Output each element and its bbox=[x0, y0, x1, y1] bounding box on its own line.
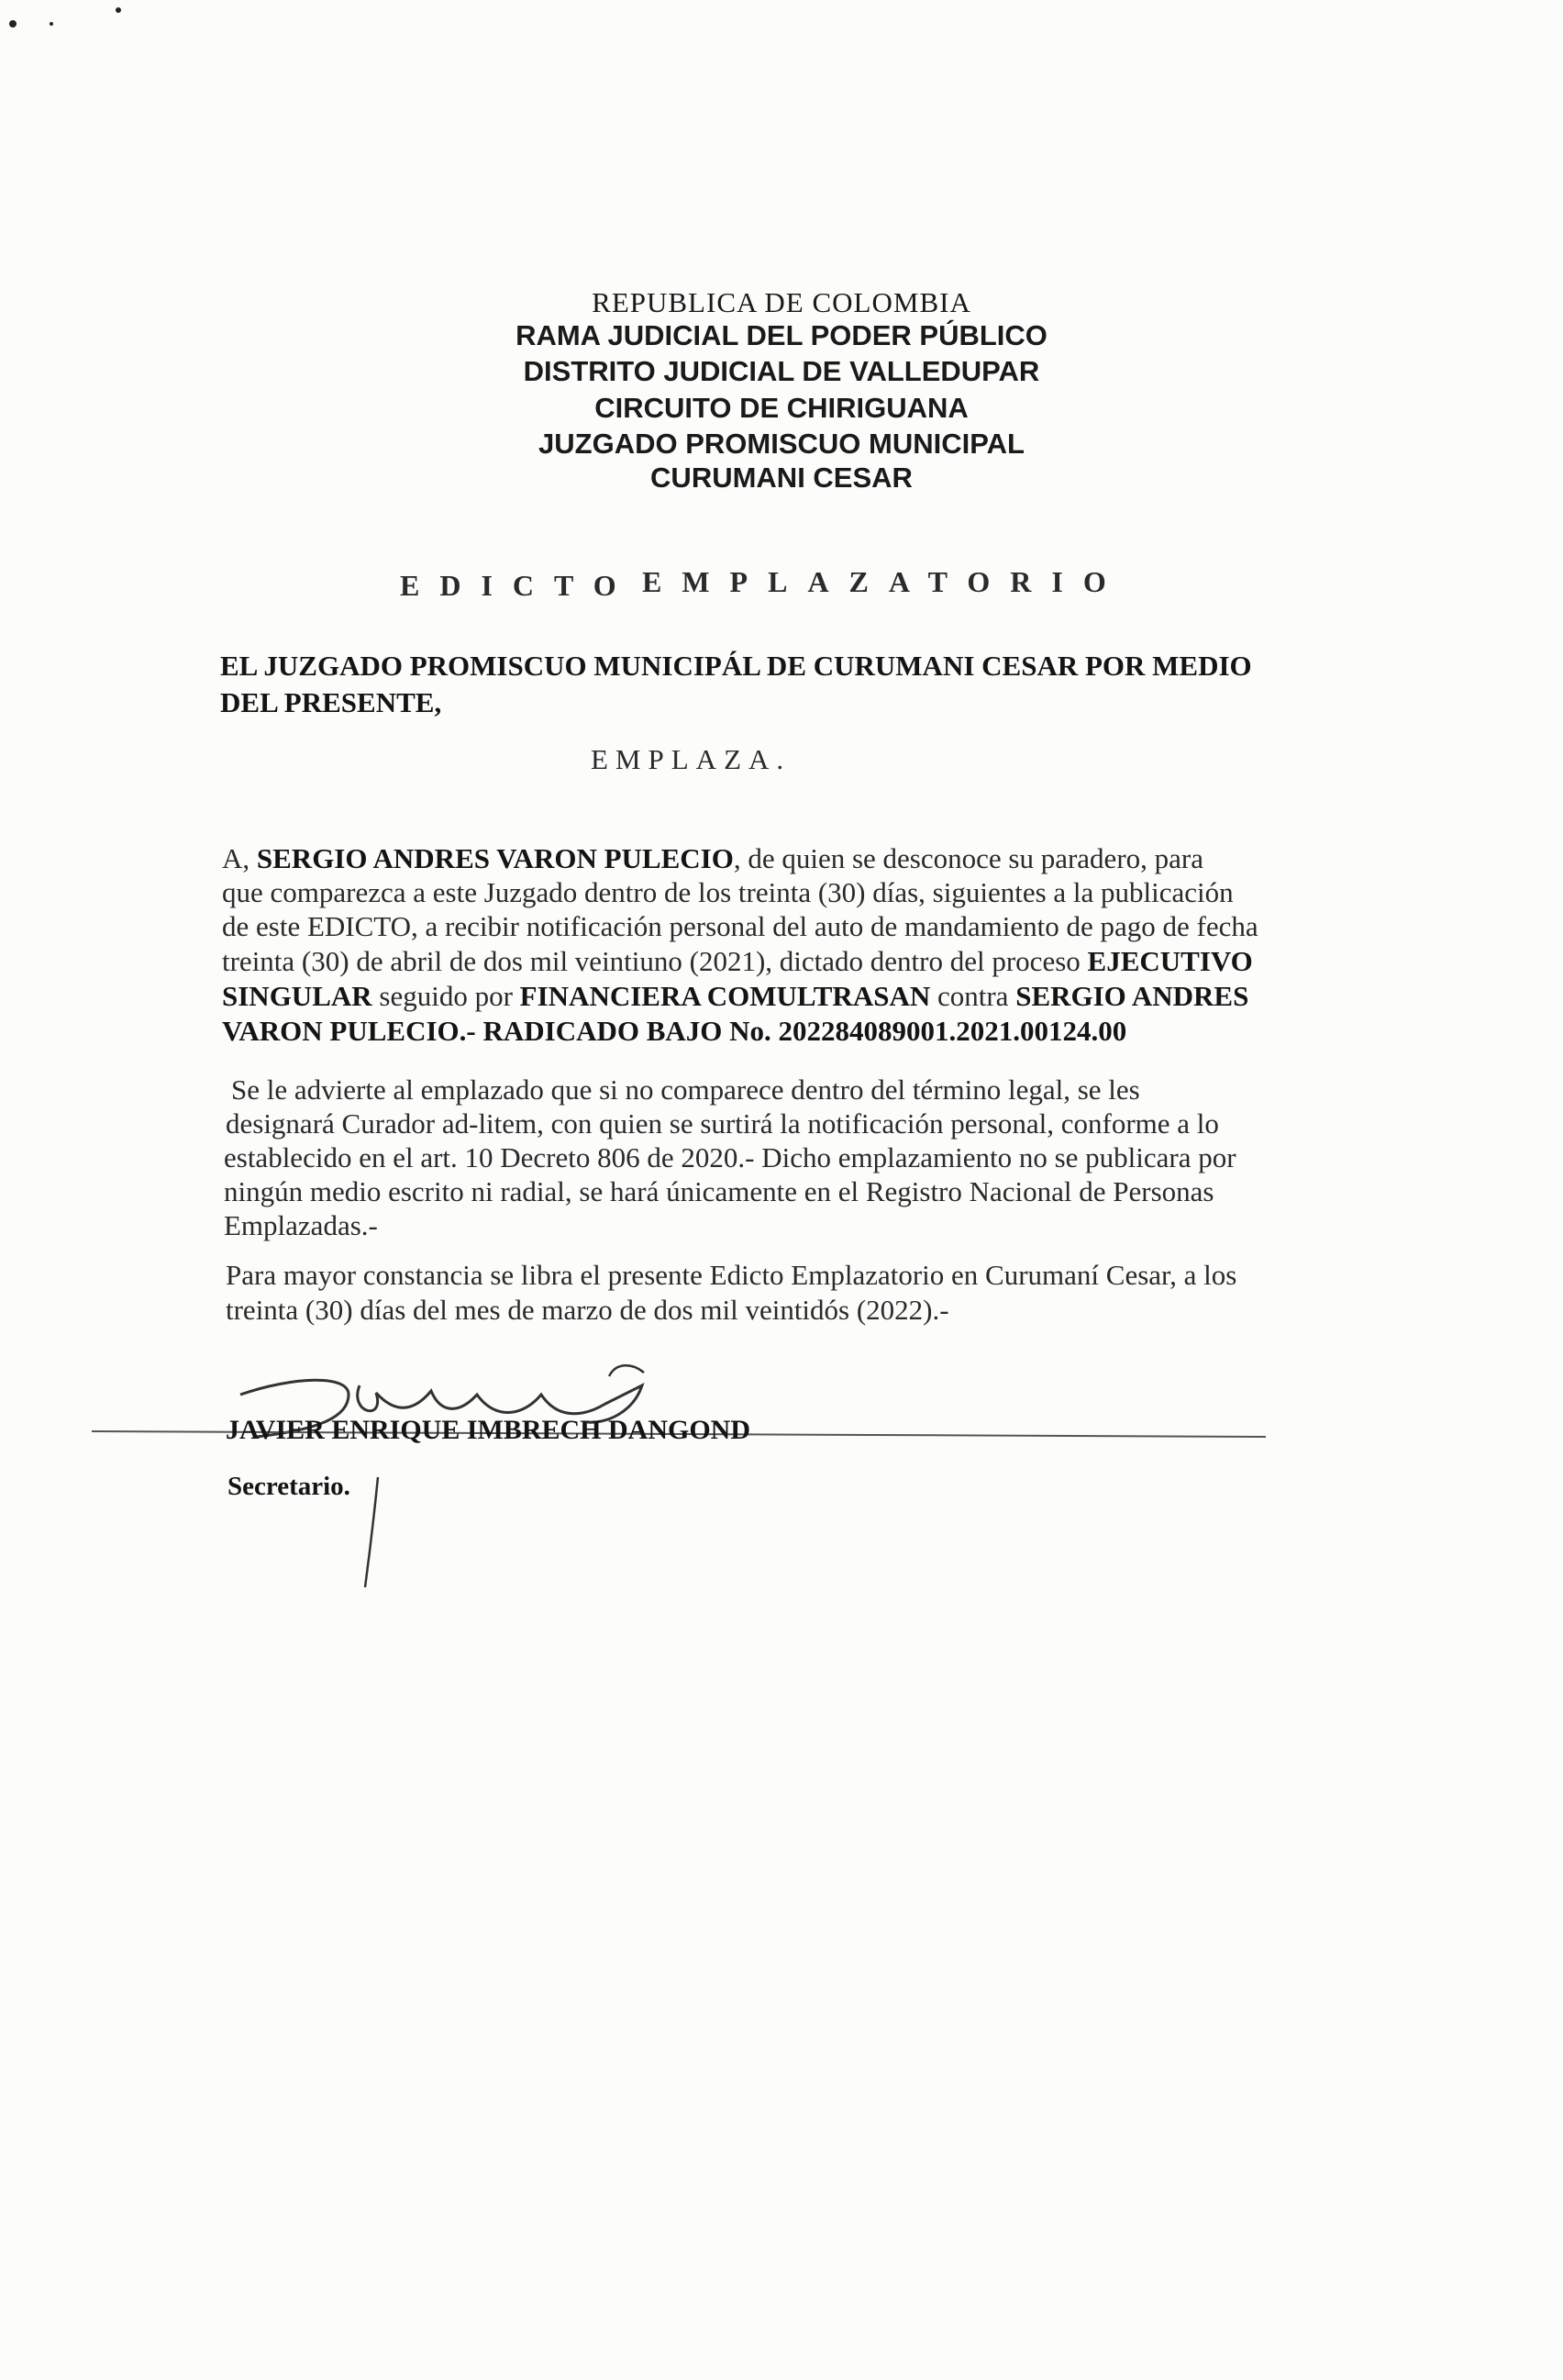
signatory-name: JAVIER ENRIQUE IMBRECH DANGOND bbox=[226, 1415, 751, 1445]
header-distrito: DISTRITO JUDICIAL DE VALLEDUPAR bbox=[523, 355, 1040, 387]
para2-line-4: ningún medio escrito ni radial, se hará únicamente en el Registro Nacional de Personas bbox=[224, 1175, 1214, 1207]
para2-line-2: designará Curador ad-litem, con quien se surtirá la notificación personal, conforme a lo bbox=[226, 1107, 1219, 1140]
intro-line-1: EL JUZGADO PROMISCUO MUNICIPÁL DE CURUMANI CESAR POR MEDIO bbox=[220, 650, 1252, 682]
doc-title-emplazatorio: EMPLAZATORIO bbox=[642, 565, 1126, 598]
emplazado-name: SERGIO ANDRES VARON PULECIO bbox=[256, 842, 734, 874]
header-curumani: CURUMANI CESAR bbox=[650, 462, 913, 494]
para1-line-3: de este EDICTO, a recibir notificación personal del auto de mandamiento de pago de fecha bbox=[222, 910, 1258, 942]
para1-line1-rest: , de quien se desconoce su paradero, para bbox=[733, 842, 1203, 874]
para1-line-1 bbox=[222, 842, 1203, 875]
para3-line-1: Para mayor constancia se libra el presente Edicto Emplazatorio en Curumaní Cesar, a los bbox=[226, 1259, 1237, 1291]
doc-title-edicto: EDICTO bbox=[400, 569, 637, 602]
para1-line-5 bbox=[222, 980, 1248, 1013]
para1-line-4 bbox=[222, 945, 1253, 978]
contra-word: contra bbox=[937, 980, 1009, 1012]
emplaza-heading: EMPLAZA. bbox=[591, 743, 792, 775]
proceso-singular: SINGULAR bbox=[222, 980, 372, 1012]
header-circuito: CIRCUITO DE CHIRIGUANA bbox=[594, 392, 969, 424]
header-republica: REPUBLICA DE COLOMBIA bbox=[592, 286, 971, 318]
scan-speck bbox=[116, 7, 121, 13]
para2-line-5: Emplazadas.- bbox=[224, 1209, 378, 1241]
seguido-por: seguido por bbox=[379, 980, 513, 1012]
para1-radicado: VARON PULECIO.- RADICADO BAJO No. 202284089001.2021.00124.00 bbox=[222, 1015, 1127, 1047]
header-juzgado: JUZGADO PROMISCUO MUNICIPAL bbox=[538, 428, 1025, 460]
para1-line-2: que comparezca a este Juzgado dentro de los treinta (30) días, siguientes a la publicación bbox=[222, 876, 1234, 908]
para2-line-3: establecido en el art. 10 Decreto 806 de 2020.- Dicho emplazamiento no se publicara por bbox=[224, 1141, 1236, 1173]
signatory-role: Secretario. bbox=[227, 1472, 350, 1501]
intro-line-2: DEL PRESENTE, bbox=[220, 686, 442, 718]
para3-line-2: treinta (30) días del mes de marzo de dos mil veintidós (2022).- bbox=[226, 1294, 949, 1326]
demandante-name: FINANCIERA COMULTRASAN bbox=[519, 980, 931, 1012]
scan-speck bbox=[9, 20, 17, 28]
para1-prefix: A, bbox=[222, 842, 250, 874]
demandado-name: SERGIO ANDRES bbox=[1015, 980, 1249, 1012]
para2-line-1: Se le advierte al emplazado que si no comparece dentro del término legal, se les bbox=[231, 1073, 1140, 1106]
proceso-ejecutivo: EJECUTIVO bbox=[1087, 945, 1253, 977]
para1-line4-text: treinta (30) de abril de dos mil veintiuno (2021), dictado dentro del proceso bbox=[222, 945, 1081, 977]
header-rama-judicial: RAMA JUDICIAL DEL PODER PÚBLICO bbox=[515, 319, 1048, 351]
scan-speck bbox=[50, 22, 53, 26]
